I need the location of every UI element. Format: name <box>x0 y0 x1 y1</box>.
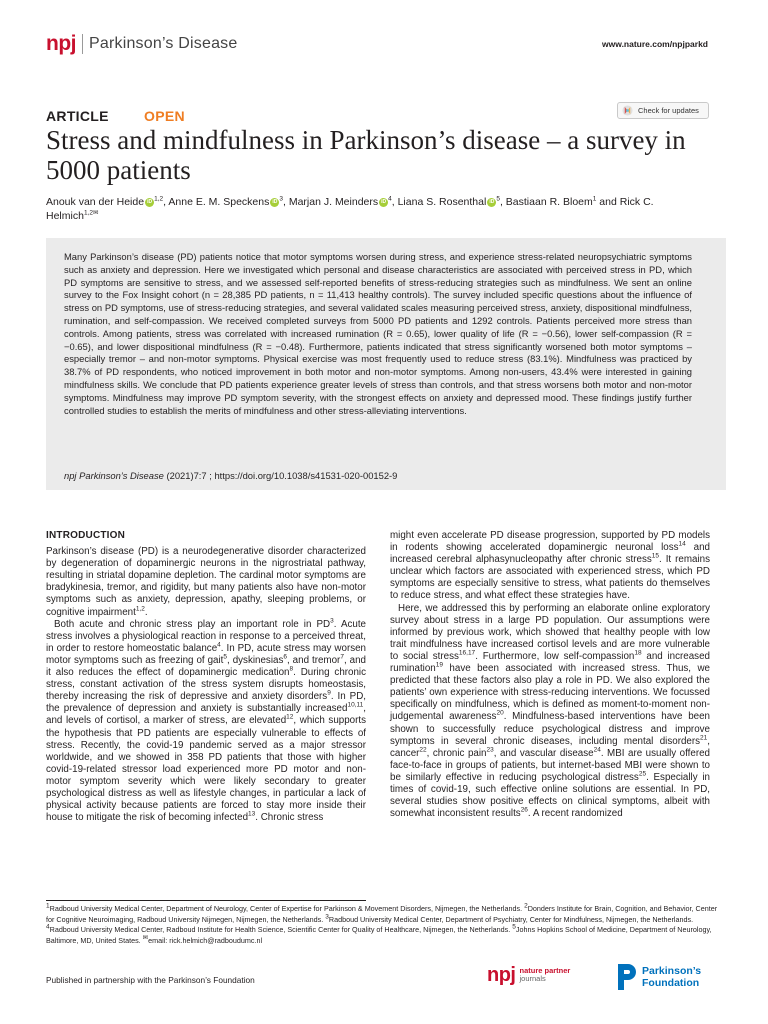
reference-superscript[interactable]: 4 <box>217 641 221 649</box>
reference-superscript[interactable]: 1 <box>46 902 50 910</box>
parkinsons-foundation-logo <box>614 962 701 992</box>
article-type-label: ARTICLE <box>46 108 109 124</box>
author-list: Anouk van der Heide iD $^{1,2}$, Anne E. M. Speckens iD $^3$, Marjan J. Meinders iD $^4$, Liana S. Rosenthal iD $^5$, Bastiaan R. Bloem$^1$ and Rick C. Helmich$^{1,2✉}$ <box>46 195 654 222</box>
author-affiliation-marker: 4 <box>388 195 392 203</box>
reference-superscript[interactable]: 2 <box>524 902 528 910</box>
reference-superscript[interactable]: 19 <box>435 661 443 669</box>
open-access-label: OPEN <box>144 108 185 124</box>
body-paragraph: might even accelerate PD disease progression, supported by PD models in rodents showing accelerated dopaminergic neuronal loss$^{14}$ and increased cerebral alphasynucleopathy after chronic stress$^{15}$. It remains unclear which factors are associated with experienced stress, which PD symptoms are especially sensitive to stress, what patients do themselves to reduce stress, and what effect these strategies have. <box>390 530 710 602</box>
body-column-left <box>46 530 366 824</box>
nature-partner-label: nature partner <box>519 965 571 975</box>
author-name[interactable]: Bastiaan R. Bloem <box>505 196 593 208</box>
pf-line2: Foundation <box>642 977 700 989</box>
reference-superscript[interactable]: 6 <box>283 653 287 661</box>
citation-details[interactable]: (2021)7:7 ; https://doi.org/10.1038/s41531-020-00152-9 <box>163 470 398 481</box>
author-affiliation-marker: 3 <box>279 195 283 203</box>
orcid-icon[interactable]: iD <box>272 198 278 205</box>
reference-superscript[interactable]: 25 <box>638 770 647 778</box>
journal-name: Parkinson’s Disease <box>89 34 238 52</box>
reference-superscript[interactable]: 3 <box>325 913 329 921</box>
section-heading-introduction: INTRODUCTION <box>46 530 126 541</box>
reference-superscript[interactable]: 8 <box>289 665 294 673</box>
reference-superscript[interactable]: 10,11 <box>347 702 364 710</box>
reference-superscript[interactable]: 4 <box>46 923 50 931</box>
orcid-icon[interactable]: iD <box>489 198 495 205</box>
reference-superscript[interactable]: 22 <box>419 746 427 754</box>
reference-superscript[interactable]: 1,2 <box>135 605 145 613</box>
affiliations-footnote: $^1$Radboud University Medical Center, Department of Neurology, Center of Expertise for Parkinson & Movement Disorders, Nijmegen, the Netherlands. $^2$Donders Institute for Brain, Cognition, and Behavior, Center for Cognitive Neuroimaging, Radboud University Nijmegen, Nijmegen, the Netherlands. $^3$Radboud University Medical Center, Department of Psychiatry, Center for Mindfulness, Nijmegen, the Netherlands. $^4$Radboud University Medical Center, Radboud Institute for Health Science, Scientific Center for Quality of Healthcare, Nijmegen, the Netherlands. $^5$Johns Hopkins School of Medicine, Department of Neurology, Baltimore, MD, United States. ✉email: rick.helmich@radboudumc.nl <box>46 902 718 945</box>
reference-superscript[interactable]: 20 <box>496 710 504 718</box>
author-name[interactable]: Anne E. M. Speckens <box>168 196 270 208</box>
orcid-icon[interactable]: iD <box>147 198 153 205</box>
author-affiliation-marker: 1,2 <box>154 195 164 203</box>
journal-url-link[interactable]: www.nature.com/npjparkd <box>602 39 708 49</box>
crossmark-icon <box>622 105 633 116</box>
check-for-updates-button[interactable] <box>617 102 709 119</box>
reference-superscript[interactable]: 26 <box>520 806 528 814</box>
reference-superscript[interactable]: 13 <box>248 810 256 818</box>
parkinsons-foundation-logo-icon <box>614 962 638 992</box>
reference-superscript[interactable]: 3 <box>330 617 334 625</box>
right-paragraphs <box>390 530 710 820</box>
journal-logo[interactable] <box>46 33 237 54</box>
reference-superscript[interactable]: 24 <box>593 746 601 754</box>
author-affiliation-marker: 1,2✉ <box>83 209 99 217</box>
orcid-icon[interactable]: iD <box>381 198 387 205</box>
npj-nature-partner-journals-logo <box>487 965 570 985</box>
published-partnership-note: Published in partnership with the Parkinson’s Foundation <box>46 975 255 985</box>
reference-superscript[interactable]: 12 <box>286 714 294 722</box>
author-affiliation-marker: 5 <box>496 195 500 203</box>
reference-superscript[interactable]: 21 <box>700 734 708 742</box>
author-name[interactable]: Anouk van der Heide <box>46 196 145 208</box>
body-column-right <box>390 530 710 820</box>
citation-journal: npj Parkinson’s Disease <box>64 470 164 481</box>
reference-superscript[interactable]: 9 <box>327 689 331 697</box>
author-name[interactable]: Marjan J. Meinders <box>288 196 379 208</box>
reference-superscript[interactable]: 5 <box>223 653 228 661</box>
body-paragraph: Both acute and chronic stress play an important role in $PD^3$. Acute stress involves a physiological reaction in response to a perceived threat, in order to restore homeostatic balance$^4$. In PD, acute stress may worsen motor symptoms such as freezing of gait$^5$, dyskinesias$^6$, and tremor$^7$, and it also reduces the effect of dopaminergic medication$^8$. During chronic stress, constant activation of the stress system disrupts homeostasis, thereby increasing the risk of depressive and anxiety disorders$^9$. In PD, the prevalence of depression and anxiety is substantially increased$^{10,11}$, and levels of cortisol, a marker of stress, are elevated$^{12}$, which supports the hypothesis that PD patients are especially vulnerable to effects of stress. Recently, the covid-19 pandemic served as a major stressor worldwide, and we showed in 358 PD patients that those with higher covid-19-related stressor load experienced more PD motor and non-motor symptom severity which were likely secondary to greater psychological distress as well as lifestyle changes, in particular a lack of physical activity because patients are forced to stay more inside their house to mitigate the risk of becoming infected$^{13}$. Chronic stress <box>46 617 367 824</box>
parkinsons-foundation-text <box>642 965 701 989</box>
reference-superscript[interactable]: 23 <box>486 746 494 754</box>
left-paragraphs <box>46 546 366 824</box>
nature-partner-journals-text <box>520 967 571 984</box>
reference-superscript[interactable]: ✉ <box>142 934 149 942</box>
author-name[interactable]: Rick C. Helmich <box>46 196 654 222</box>
reference-superscript[interactable]: 15 <box>651 552 659 560</box>
npj-footer-mark: npj <box>487 964 516 986</box>
author-name[interactable]: Liana S. Rosenthal <box>397 196 487 208</box>
article-title: Stress and mindfulness in Parkinson’s disease – a survey in 5000 patients <box>46 125 686 185</box>
pf-line1: Parkinson’s <box>642 965 702 977</box>
reference-superscript[interactable]: 18 <box>634 649 642 657</box>
abstract-text: Many Parkinson’s disease (PD) patients notice that motor symptoms worsen during stress, and experience stress-related neuropsychiatric symptoms such as anxiety and depression. Here we investigated which personal and disease characteristics are associated with perceived stress in PD, which PD symptoms are sensitive to stress, and we assessed self-reported benefits of stress-reducing strategies such as mindfulness. We sent an online survey to the Fox Insight cohort (n = 28,385 PD patients, n = 11,413 healthy controls). The survey included specific questions about the influence of stress on PD symptoms, use of stress-reducing strategies, and several validated scales measuring perceived stress, anxiety, dispositional mindfulness, rumination, and self-compassion. We received completed surveys from 5000 PD patients and 1292 controls. Patients perceived more stress than controls. Among patients, stress was correlated with increased rumination (R = 0.65), lower quality of life (R = −0.56), lower self-compassion (R = −0.65), and lower dispositional mindfulness (R = −0.48). Furthermore, patients indicated that stress significantly worsened both motor symptoms – especially tremor – and non-motor symptoms. Physical exercise was most frequently used to reduce stress (83.1%). Mindfulness was practiced by 38.7% of PD respondents, who noticed improvement in both motor and non-motor symptoms. Among non-users, 43.4% were interested in gaining mindfulness skills. We conclude that PD patients experience greater levels of stress than controls, and that stress worsens both motor and non-motor symptoms. Mindfulness may improve PD symptom severity, with the strongest effects on anxiety and depressed mood. These findings justify further controlled studies to establish the merits of mindfulness and other stress-alleviating interventions. <box>64 251 692 416</box>
check-for-updates-label: Check for updates <box>638 106 699 115</box>
npj-logo-mark: npj <box>46 32 76 55</box>
body-paragraph: Parkinson’s disease (PD) is a neurodegenerative disorder characterized by degeneration of dopaminergic neurons in the nigrostriatal pathway, resulting in striatal dopamine depletion. The cardinal motor symptoms are bradykinesia, tremor, and rigidity, but many patients also have non-motor symptoms such as anxiety, depression, apathy, sleeping problems, or cognitive impairment$^{1,2}$. <box>46 546 366 618</box>
logo-divider <box>82 34 83 54</box>
author-affiliation-marker: 1 <box>592 195 597 203</box>
reference-superscript[interactable]: 5 <box>512 923 516 931</box>
reference-superscript[interactable]: 16,17 <box>458 649 476 657</box>
citation-line <box>64 470 397 481</box>
journals-label: journals <box>519 974 546 983</box>
reference-superscript[interactable]: 14 <box>678 540 686 548</box>
body-paragraph: Here, we addressed this by performing an elaborate online exploratory survey about stress in a large PD population. Our assumptions were informed by previous work, which showed that healthy people with low trait mindfulness have increased cortisol levels and are more vulnerable to social stress$^{16,17}$. Furthermore, low self-compassion$^{18}$ and increased rumination$^{19}$ have been associated with increased stress. Thus, we predicted that these factors also play a role in PD. We also explored the patients’ own experience with stress-reducing interventions. We focussed specifically on mindfulness, which is defined as moment-to-moment non-judgemental awareness$^{20}$. Mindfulness-based interventions have been shown to successfully reduce psychological distress and improve symptoms in several chronic diseases, including mental disorders$^{21}$, cancer$^{22}$, chronic pain$^{23}$, and vascular disease$^{24}$. MBI are usually offered face-to-face in groups of patients, but internet-based MBI were shown to be similarly effective in reducing psychological distress$^{25}$. Especially in times of covid-19, such effective online solutions are essential. In PD, several studies show positive effects on clinical symptoms, albeit with somewhat inconsistent results$^{26}$. A recent randomized <box>390 602 711 820</box>
footnote-divider <box>46 900 366 901</box>
reference-superscript[interactable]: 7 <box>340 653 344 661</box>
